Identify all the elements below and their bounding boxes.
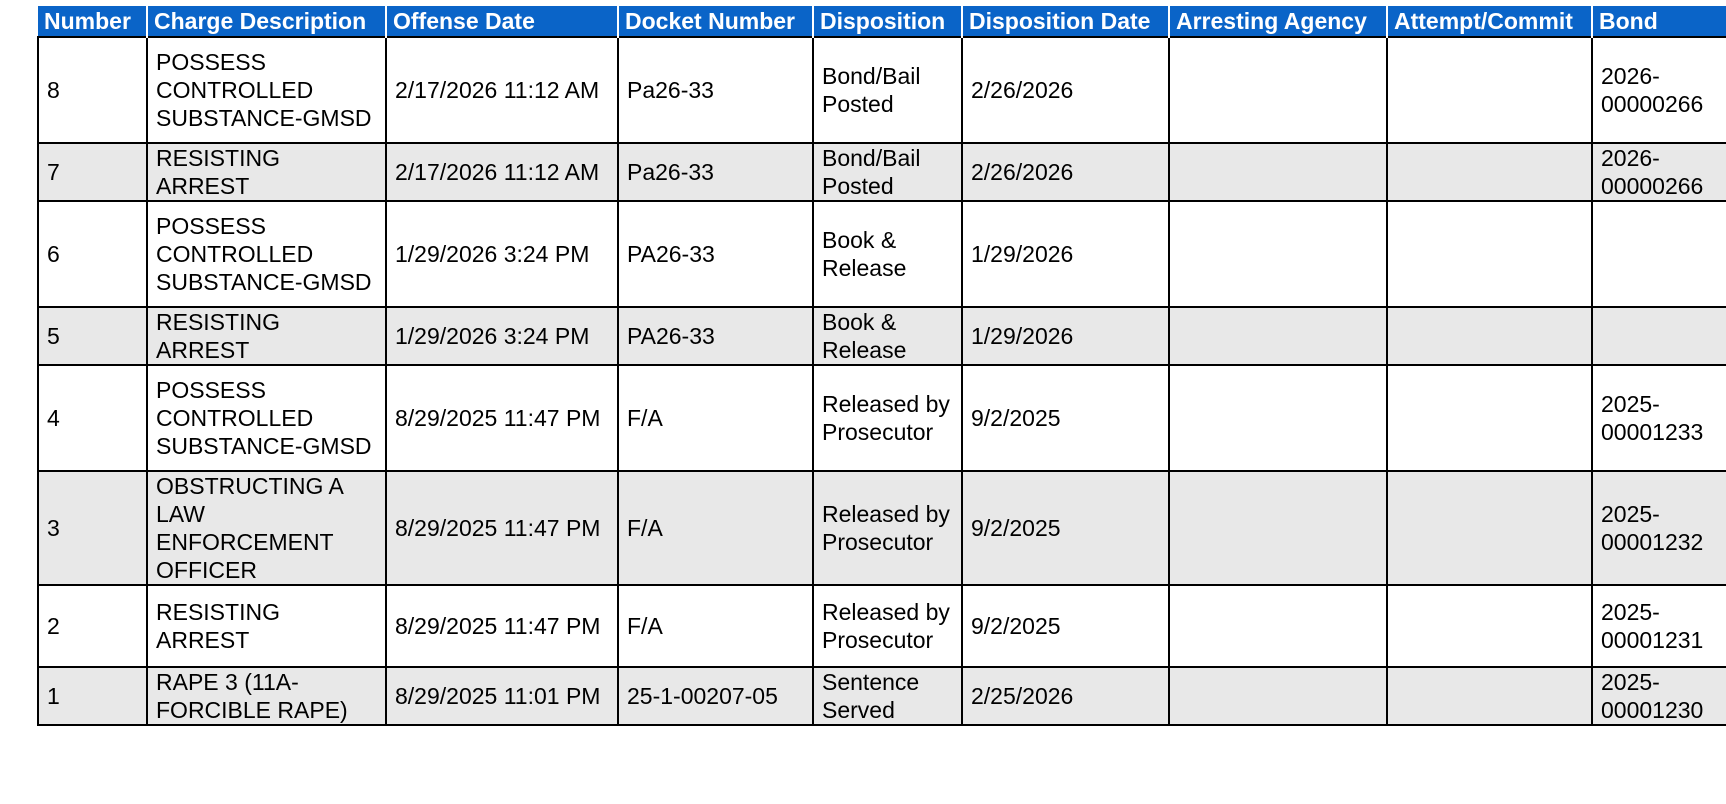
cell-attempt-commit (1387, 307, 1592, 365)
cell-offense-date: 2/17/2026 11:12 AM (386, 37, 618, 143)
cell-disposition-date: 1/29/2026 (962, 307, 1169, 365)
cell-disposition-date: 2/26/2026 (962, 143, 1169, 201)
cell-number: 6 (38, 201, 147, 307)
cell-arresting-agency (1169, 365, 1387, 471)
cell-number: 8 (38, 37, 147, 143)
cell-bond: 2025-00001232 (1592, 471, 1726, 585)
cell-number: 1 (38, 667, 147, 725)
cell-disposition: Released by Prosecutor (813, 585, 962, 667)
cell-bond: 2025-00001230 (1592, 667, 1726, 725)
cell-number: 3 (38, 471, 147, 585)
cell-disposition: Book & Release (813, 307, 962, 365)
cell-disposition: Released by Prosecutor (813, 365, 962, 471)
header-disposition-date[interactable]: Disposition Date (962, 6, 1169, 37)
table-row (38, 201, 1726, 307)
cell-arresting-agency (1169, 201, 1387, 307)
cell-arresting-agency (1169, 143, 1387, 201)
cell-attempt-commit (1387, 201, 1592, 307)
cell-disposition: Bond/Bail Posted (813, 37, 962, 143)
cell-disposition-date: 9/2/2025 (962, 471, 1169, 585)
cell-charge-description: POSSESS CONTROLLED SUBSTANCE-GMSD (147, 201, 386, 307)
table-row (38, 307, 1726, 365)
cell-disposition: Bond/Bail Posted (813, 143, 962, 201)
cell-disposition-date: 9/2/2025 (962, 365, 1169, 471)
cell-offense-date: 8/29/2025 11:47 PM (386, 585, 618, 667)
cell-docket-number: PA26-33 (618, 307, 813, 365)
charges-table (37, 6, 1726, 726)
cell-arresting-agency (1169, 585, 1387, 667)
cell-bond: 2026-00000266 (1592, 37, 1726, 143)
cell-offense-date: 8/29/2025 11:47 PM (386, 365, 618, 471)
cell-charge-description: POSSESS CONTROLLED SUBSTANCE-GMSD (147, 37, 386, 143)
cell-bond: 2026-00000266 (1592, 143, 1726, 201)
cell-disposition: Sentence Served (813, 667, 962, 725)
charges-table-container (37, 6, 1726, 726)
cell-attempt-commit (1387, 365, 1592, 471)
table-row (38, 585, 1726, 667)
cell-number: 5 (38, 307, 147, 365)
cell-docket-number: F/A (618, 365, 813, 471)
cell-charge-description: POSSESS CONTROLLED SUBSTANCE-GMSD (147, 365, 386, 471)
cell-bond (1592, 307, 1726, 365)
header-attempt-commit[interactable]: Attempt/Commit (1387, 6, 1592, 37)
cell-docket-number: Pa26-33 (618, 143, 813, 201)
header-offense-date[interactable]: Offense Date (386, 6, 618, 37)
cell-arresting-agency (1169, 471, 1387, 585)
cell-docket-number: F/A (618, 471, 813, 585)
table-row (38, 143, 1726, 201)
cell-arresting-agency (1169, 307, 1387, 365)
cell-charge-description: RESISTING ARREST (147, 307, 386, 365)
cell-docket-number: F/A (618, 585, 813, 667)
cell-offense-date: 1/29/2026 3:24 PM (386, 307, 618, 365)
cell-offense-date: 8/29/2025 11:47 PM (386, 471, 618, 585)
cell-number: 4 (38, 365, 147, 471)
cell-offense-date: 8/29/2025 11:01 PM (386, 667, 618, 725)
cell-attempt-commit (1387, 143, 1592, 201)
cell-bond (1592, 201, 1726, 307)
cell-bond: 2025-00001233 (1592, 365, 1726, 471)
table-row (38, 365, 1726, 471)
cell-arresting-agency (1169, 37, 1387, 143)
header-row (38, 6, 1726, 37)
cell-offense-date: 1/29/2026 3:24 PM (386, 201, 618, 307)
table-row (38, 667, 1726, 725)
cell-charge-description: RESISTING ARREST (147, 143, 386, 201)
table-row (38, 471, 1726, 585)
table-row (38, 37, 1726, 143)
cell-charge-description: OBSTRUCTING A LAW ENFORCEMENT OFFICER (147, 471, 386, 585)
cell-attempt-commit (1387, 37, 1592, 143)
cell-attempt-commit (1387, 585, 1592, 667)
cell-disposition-date: 2/26/2026 (962, 37, 1169, 143)
cell-docket-number: 25-1-00207-05 (618, 667, 813, 725)
cell-charge-description: RAPE 3 (11A-FORCIBLE RAPE) (147, 667, 386, 725)
cell-docket-number: PA26-33 (618, 201, 813, 307)
header-docket-number[interactable]: Docket Number (618, 6, 813, 37)
table-header (38, 6, 1726, 37)
header-bond[interactable]: Bond (1592, 6, 1726, 37)
cell-disposition: Book & Release (813, 201, 962, 307)
cell-attempt-commit (1387, 667, 1592, 725)
table-body (38, 37, 1726, 725)
cell-number: 7 (38, 143, 147, 201)
cell-disposition-date: 9/2/2025 (962, 585, 1169, 667)
header-number[interactable]: Number (38, 6, 147, 37)
cell-disposition-date: 1/29/2026 (962, 201, 1169, 307)
cell-number: 2 (38, 585, 147, 667)
cell-charge-description: RESISTING ARREST (147, 585, 386, 667)
cell-arresting-agency (1169, 667, 1387, 725)
cell-disposition: Released by Prosecutor (813, 471, 962, 585)
header-disposition[interactable]: Disposition (813, 6, 962, 37)
cell-docket-number: Pa26-33 (618, 37, 813, 143)
header-charge-description[interactable]: Charge Description (147, 6, 386, 37)
cell-bond: 2025-00001231 (1592, 585, 1726, 667)
cell-disposition-date: 2/25/2026 (962, 667, 1169, 725)
cell-attempt-commit (1387, 471, 1592, 585)
header-arresting-agency[interactable]: Arresting Agency (1169, 6, 1387, 37)
cell-offense-date: 2/17/2026 11:12 AM (386, 143, 618, 201)
